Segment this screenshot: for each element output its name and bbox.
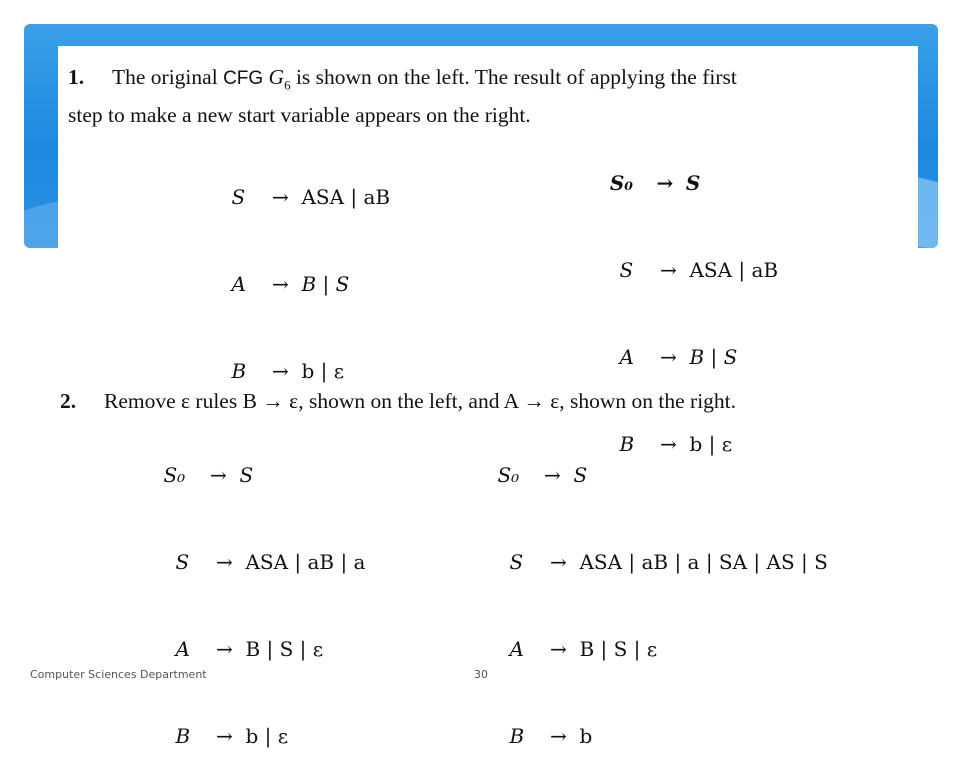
arrow-icon: → [210, 463, 227, 487]
step1-text-line2: step to make a new start variable appears on the right. [68, 103, 531, 128]
arrow-icon: → [656, 171, 674, 195]
rule-rhs: ASA | aB | a | SA | AS | S [579, 550, 828, 574]
rule-lhs: B [231, 359, 247, 383]
arrow-icon: → [216, 550, 233, 574]
rule-rhs: S [685, 171, 701, 195]
step1-text-a: The original [112, 65, 224, 89]
rule-lhs: S [231, 185, 246, 209]
rule-rhs: b | ε [689, 432, 733, 456]
rule-lhs: S₀ [609, 171, 634, 195]
step1-g-sub: 6 [284, 77, 291, 93]
page-number: 30 [474, 668, 488, 681]
rule-lhs: S₀ [497, 463, 520, 487]
rule-lhs: S₀ [163, 463, 186, 487]
rule-rhs: B | S [689, 345, 738, 369]
arrow-icon: → [216, 724, 233, 748]
rule-rhs: B | S | ε [245, 637, 324, 661]
grammar-rule [206, 241, 390, 328]
arrow-icon: → [660, 345, 677, 369]
grammar-rule [582, 227, 778, 314]
grammar-original [206, 154, 390, 415]
grammar-rule [138, 519, 365, 606]
rule-lhs: S [175, 550, 190, 574]
rule-rhs: B | S | ε [579, 637, 658, 661]
grammar-rule [138, 432, 365, 519]
arrow-icon: → [216, 637, 233, 661]
rule-rhs: ASA | aB [301, 185, 391, 209]
rule-lhs: A [231, 272, 246, 296]
rule-rhs: b [579, 724, 593, 748]
step1-statement [68, 62, 918, 130]
rule-lhs: A [509, 637, 524, 661]
arrow-icon: → [544, 463, 561, 487]
rule-lhs: S [619, 258, 634, 282]
rule-rhs: S [573, 463, 588, 487]
grammar-rule [472, 519, 828, 606]
rule-rhs: ASA | aB | a [245, 550, 366, 574]
step2-number: 2. [60, 389, 77, 413]
rule-lhs: A [175, 637, 190, 661]
step2-text: Remove ε rules B → ε, shown on the left, and A → ε, shown on the right. [104, 389, 737, 413]
grammar-rule [472, 432, 828, 519]
rule-lhs: B [619, 432, 635, 456]
step1-g: G [268, 65, 285, 89]
grammar-remove-b-epsilon [138, 432, 365, 780]
arrow-icon: → [550, 637, 567, 661]
arrow-icon: → [272, 272, 289, 296]
arrow-icon: → [272, 359, 289, 383]
grammar-rule [472, 693, 828, 780]
step1-text-b: is shown on the left. The result of applying the first [290, 65, 737, 89]
grammar-rule [138, 693, 365, 780]
rule-rhs: b | ε [301, 359, 345, 383]
grammar-remove-a-epsilon [472, 432, 828, 780]
arrow-icon: → [660, 258, 677, 282]
grammar-rule [582, 140, 778, 227]
arrow-icon: → [550, 550, 567, 574]
rule-lhs: B [509, 724, 525, 748]
grammar-rule [472, 606, 828, 693]
rule-rhs: b | ε [245, 724, 289, 748]
footer-department: Computer Sciences Department [30, 668, 207, 681]
rule-lhs: B [175, 724, 191, 748]
arrow-icon: → [550, 724, 567, 748]
rule-rhs: S [239, 463, 254, 487]
rule-lhs: A [619, 345, 634, 369]
arrow-icon: → [272, 185, 289, 209]
rule-lhs: S [509, 550, 524, 574]
rule-rhs: B | S [301, 272, 350, 296]
arrow-icon: → [660, 432, 677, 456]
step1-number: 1. [68, 65, 85, 89]
rule-rhs: ASA | aB [689, 258, 779, 282]
grammar-rule [206, 154, 390, 241]
step1-cfg: CFG [223, 68, 264, 89]
step2-statement [60, 386, 940, 416]
